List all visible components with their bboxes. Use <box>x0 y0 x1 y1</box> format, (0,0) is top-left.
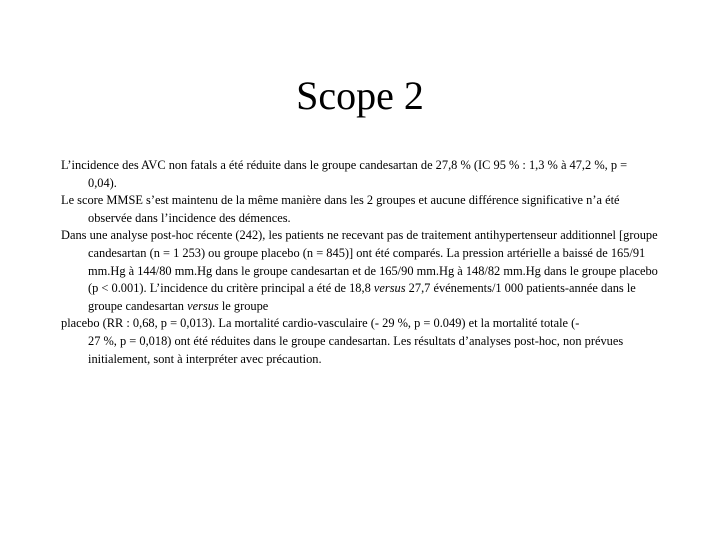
versus-italic-1: versus <box>373 281 406 296</box>
paragraph-mmse-score: Le score MMSE s’est maintenu de la même manière dans les 2 groupes et aucune différence significative n’a été observée dans l’incidence des démences. <box>61 193 620 225</box>
post-hoc-text-part2: 27,7 événements/1 000 patients-année dans le groupe candesartan <box>88 281 636 313</box>
paragraph-mortality-continuation: 27 %, p = 0,018) ont été réduites dans le groupe candesartan. Les résultats d’analyses post-hoc, non prévues initialement, sont à interpréter avec précaution. <box>88 333 624 366</box>
paragraph-post-hoc-analysis <box>61 227 659 315</box>
post-hoc-text-part3: le groupe <box>218 298 269 313</box>
versus-italic-2: versus <box>187 298 219 313</box>
post-hoc-text-part1: Dans une analyse post-hoc récente (242), les patients ne recevant pas de traitement antihypertenseur additionnel [groupe candesartan (n = 1 253) ou groupe placebo (n = 845)] ont été comparés. La pression artérielle a baissé de 165/91 mm.Hg à 144/80 mm.Hg dans le groupe candesartan et de 165/90 mm.Hg à 148/82 mm.Hg dans le groupe placebo (p < 0.001). L’incidence du critère principal a été de 18,8 <box>61 228 658 296</box>
slide-title: Scope 2 <box>296 73 424 118</box>
slide-body <box>61 157 659 368</box>
paragraph-stroke-incidence: L’incidence des AVC non fatals a été réduite dans le groupe candesartan de 27,8 % (IC 95 % : 1,3 % à 47,2 %, p = 0,04). <box>61 158 628 190</box>
paragraph-mortality-first-line: placebo (RR : 0,68, p = 0,013). La mortalité cardio-vasculaire (- 29 %, p = 0.049) et la mortalité totale (- <box>61 316 580 331</box>
